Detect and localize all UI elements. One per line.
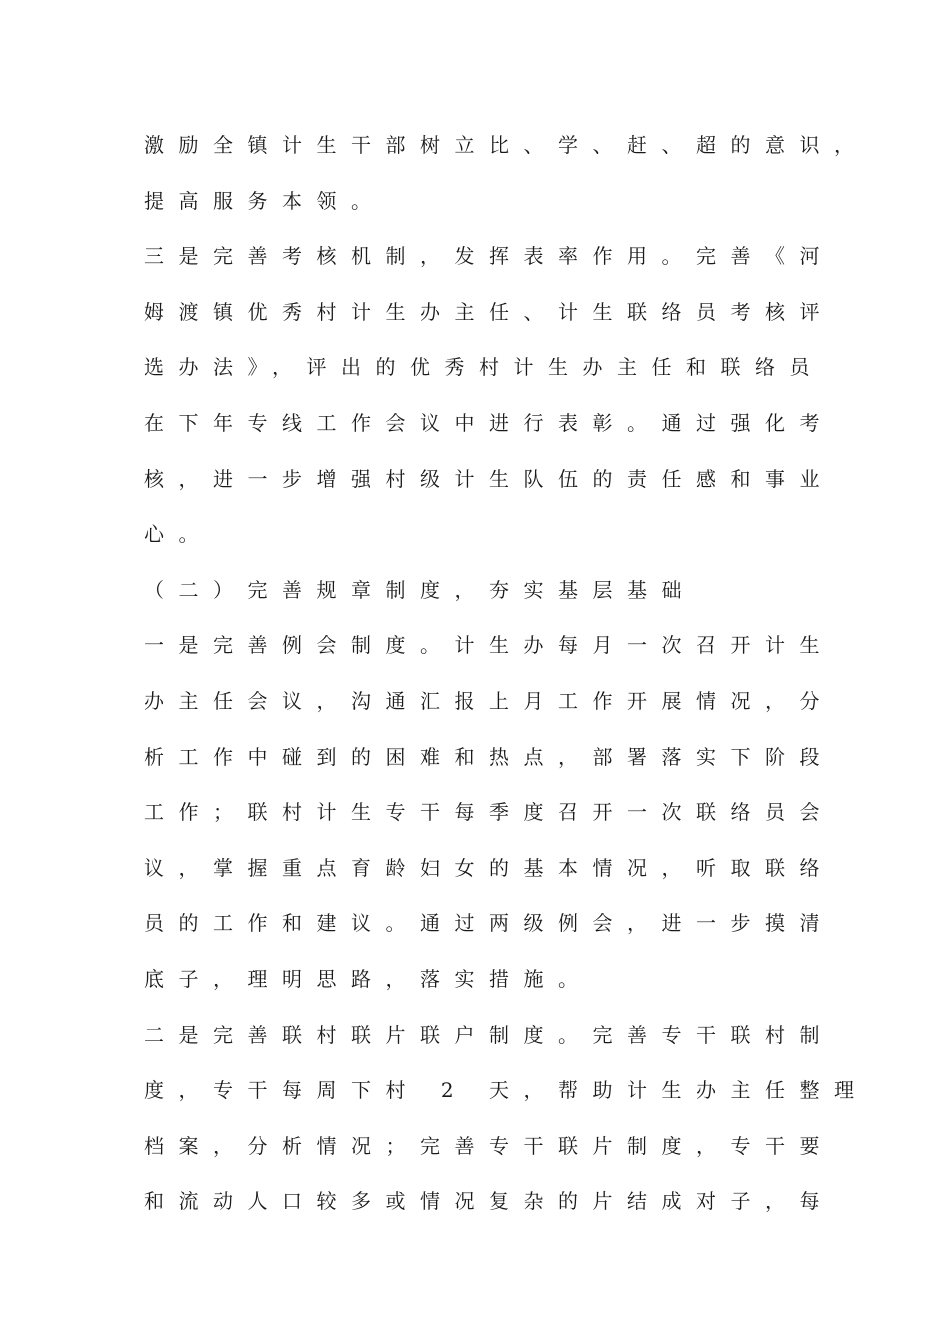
text-line: 姆渡镇优秀村计生办主任、计生联络员考核评: [144, 299, 834, 324]
text-line: 办主任会议，沟通汇报上月工作开展情况，分: [144, 688, 834, 713]
text-line: 议，掌握重点育龄妇女的基本情况，听取联络: [144, 855, 834, 880]
text-line: 心。: [144, 522, 213, 547]
text-line: 析工作中碰到的困难和热点，部署落实下阶段: [144, 744, 834, 769]
text-line: 度，专干每周下村 2 天，帮助计生办主任整理: [144, 1078, 869, 1103]
text-line: 二是完善联村联片联户制度。完善专干联村制: [144, 1022, 834, 1047]
section-heading: （二）完善规章制度，夯实基层基础: [144, 577, 696, 602]
document-body: [144, 126, 869, 1238]
text-line: 三是完善考核机制，发挥表率作用。完善《河: [144, 244, 834, 269]
text-line: 激励全镇计生干部树立比、学、赶、超的意识，: [144, 133, 869, 157]
text-line: 和流动人口较多或情况复杂的片结成对子，每: [144, 1189, 834, 1214]
text-line: 员的工作和建议。通过两级例会，进一步摸清: [144, 911, 834, 936]
text-line: 选办法》，评出的优秀村计生办主任和联络员: [144, 355, 824, 380]
text-line: 工作；联村计生专干每季度召开一次联络员会: [144, 800, 834, 825]
text-line: 提高服务本领。: [144, 188, 386, 213]
text-line: 底子，理明思路，落实措施。: [144, 966, 593, 991]
text-line: 一是完善例会制度。计生办每月一次召开计生: [144, 633, 834, 658]
text-line: 档案，分析情况；完善专干联片制度，专干要: [144, 1133, 834, 1158]
text-line: 核，进一步增强村级计生队伍的责任感和事业: [144, 466, 834, 491]
text-line: 在下年专线工作会议中进行表彰。通过强化考: [144, 410, 834, 435]
